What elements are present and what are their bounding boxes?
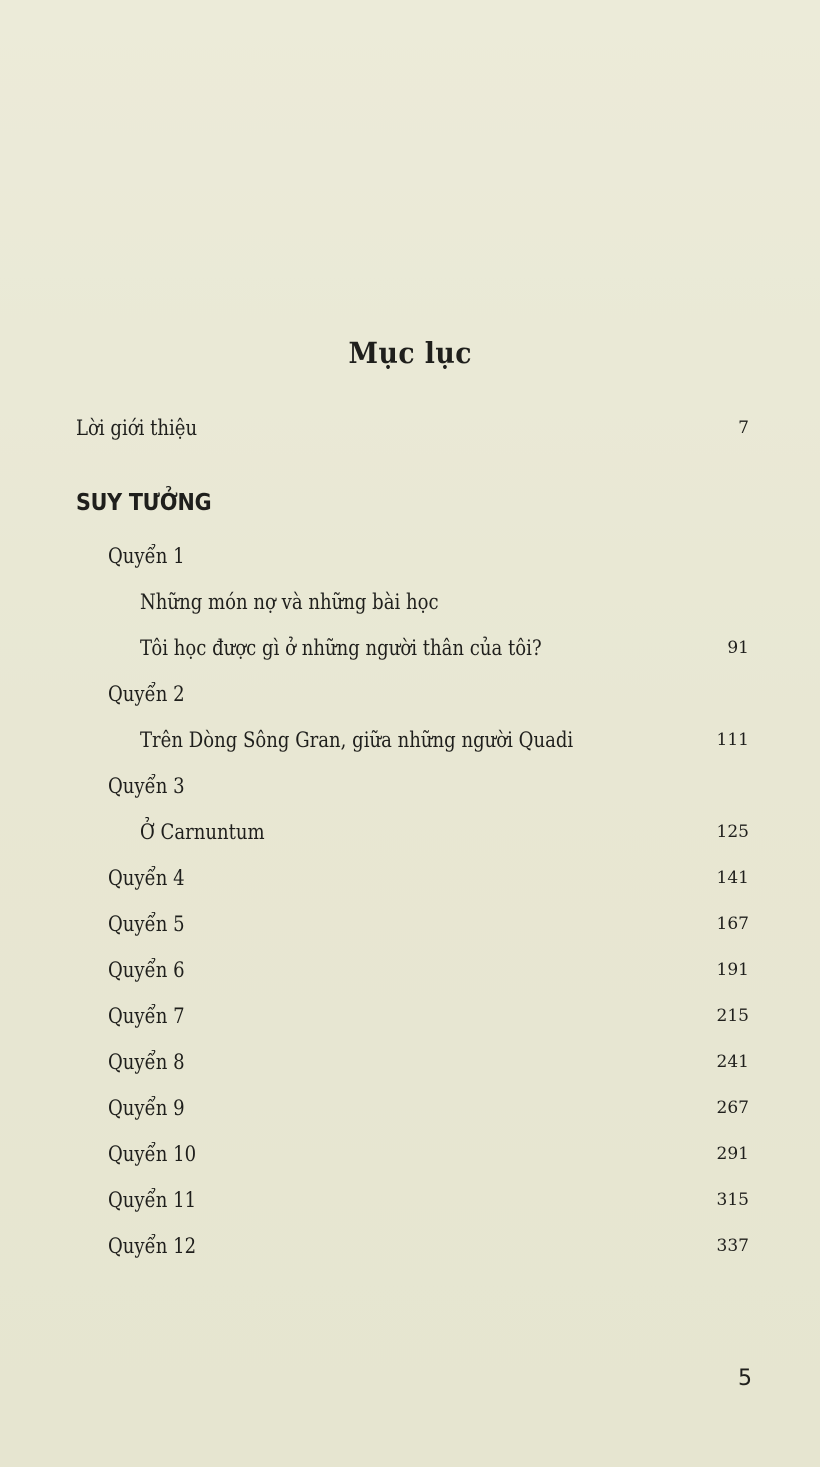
- toc-entry: [0, 1138, 820, 1170]
- toc-entry-label: Ở Carnuntum: [140, 820, 265, 844]
- toc-entry-label: Lời giới thiệu: [76, 416, 198, 440]
- page-title: Mục lục: [348, 336, 472, 370]
- toc-entry-page: 167: [716, 914, 749, 934]
- toc-entry-label: Tôi học được gì ở những người thân của tôi?: [140, 636, 542, 660]
- toc-entry-label: Quyển 6: [108, 958, 185, 982]
- toc-entry: [0, 862, 820, 894]
- toc-entry-page: 7: [738, 418, 749, 438]
- toc-entry: [0, 540, 820, 572]
- toc-entry: [0, 1000, 820, 1032]
- toc-entry: [0, 678, 820, 710]
- toc-entry-label: Quyển 2: [108, 682, 185, 706]
- page-number: 5: [738, 1366, 752, 1391]
- toc-entry: [0, 1092, 820, 1124]
- toc-entry-page: 337: [716, 1236, 749, 1256]
- toc-entry-intro: [0, 412, 820, 444]
- toc-entry-label: Trên Dòng Sông Gran, giữa những người Quadi: [140, 728, 574, 752]
- toc-entry-page: 141: [716, 868, 749, 888]
- toc-entry-label: Những món nợ và những bài học: [140, 590, 439, 614]
- toc-entry-label: Quyển 11: [108, 1188, 197, 1212]
- toc-entry-page: 111: [716, 730, 749, 750]
- toc-entry-label: Quyển 7: [108, 1004, 185, 1028]
- toc-entry-page: 291: [716, 1144, 749, 1164]
- toc-entry-label: Quyển 5: [108, 912, 185, 936]
- toc-entry-page: 241: [716, 1052, 749, 1072]
- toc-entry: [0, 1046, 820, 1078]
- toc-entry-label: Quyển 9: [108, 1096, 185, 1120]
- section-heading: SUY TƯỞNG: [76, 490, 212, 516]
- toc-entry: [0, 770, 820, 802]
- toc-entry: [0, 586, 820, 618]
- toc-entry: [0, 908, 820, 940]
- toc-entry: [0, 1184, 820, 1216]
- toc-entry-label: Quyển 8: [108, 1050, 185, 1074]
- toc-entry-page: 315: [716, 1190, 749, 1210]
- toc-entry-page: 267: [716, 1098, 749, 1118]
- toc-entry: [0, 954, 820, 986]
- toc-entry-label: Quyển 1: [108, 544, 185, 568]
- toc-entry: [0, 632, 820, 664]
- toc-entry: [0, 724, 820, 756]
- toc-entry-page: 125: [716, 822, 749, 842]
- toc-entry-label: Quyển 4: [108, 866, 185, 890]
- toc-entry-page: 91: [727, 638, 749, 658]
- toc-entry-label: Quyển 10: [108, 1142, 197, 1166]
- toc-entry-label: Quyển 3: [108, 774, 185, 798]
- toc-entry-label: Quyển 12: [108, 1234, 197, 1258]
- toc-entry: [0, 816, 820, 848]
- toc-entry-page: 215: [716, 1006, 749, 1026]
- toc-entry: [0, 1230, 820, 1262]
- toc-entry-page: 191: [716, 960, 749, 980]
